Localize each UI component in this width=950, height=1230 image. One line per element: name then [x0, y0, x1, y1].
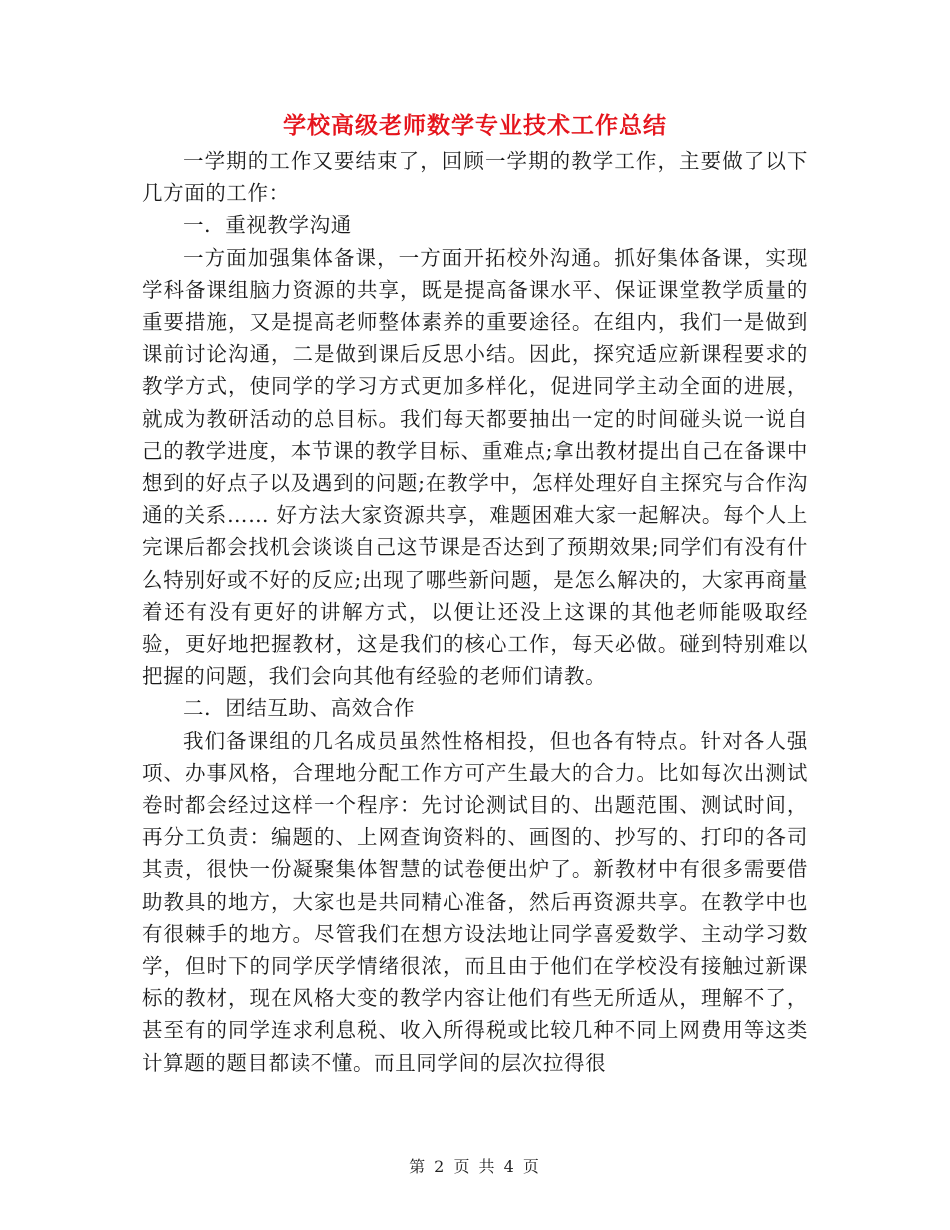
- section-2-paragraph: 我们备课组的几名成员虽然性格相投，但也各有特点。针对各人强项、办事风格，合理地分配工作方可产生最大的合力。比如每次出测试卷时都会经过这样一个程序：先讨论测试目的、出题范围、测试时间，再分工负责：编题的、上网查询资料的、画图的、抄写的、打印的各司其责，很快一份凝聚集体智慧的试卷便出炉了。新教材中有很多需要借助教具的地方，大家也是共同精心准备，然后再资源共享。在教学中也有很棘手的地方。尽管我们在想方设法地让同学喜爱数学、主动学习数学，但时下的同学厌学情绪很浓，而且由于他们在学校没有接触过新课标的教材，现在风格大变的教学内容让他们有些无所适从，理解不了，甚至有的同学连求利息税、收入所得税或比较几种不同上网费用等这类计算题的题目都读不懂。而且同学间的层次拉得很: [142, 728, 808, 1075]
- section-heading-1: 一．重视教学沟通: [183, 213, 352, 238]
- intro-paragraph: 一学期的工作又要结束了，回顾一学期的教学工作，主要做了以下几方面的工作：: [142, 149, 808, 206]
- page-number-footer: 第 2 页 共 4 页: [409, 1157, 541, 1176]
- section-1-paragraph: 一方面加强集体备课，一方面开拓校外沟通。抓好集体备课，实现学科备课组脑力资源的共享，既是提高备课水平、保证课堂教学质量的重要措施，又是提高老师整体素养的重要途径。在组内，我们一是做到课前讨论沟通，二是做到课后反思小结。因此，探究适应新课程要求的教学方式，使同学的学习方式更加多样化，促进同学主动全面的进展，就成为教研活动的总目标。我们每天都要抽出一定的时间碰头说一说自己的教学进度，本节课的教学目标、重难点;拿出教材提出自己在备课中想到的好点子以及遇到的问题;在教学中，怎样处理好自主探究与合作沟通的关系…… 好方法大家资源共享，难题困难大家一起解决。每个人上完课后都会找机会谈谈自己这节课是否达到了预期效果;同学们有没有什么特别好或不好的反应;出现了哪些新问题，是怎么解决的，大家再商量着还有没有更好的讲解方式，以便让还没上这课的其他老师能吸取经验，更好地把握教材，这是我们的核心工作，每天必做。碰到特别难以把握的问题，我们会向其他有经验的老师们请教。: [142, 245, 808, 689]
- document-body: [142, 145, 808, 1079]
- document-title: 学校高级老师数学专业技术工作总结: [283, 113, 667, 139]
- section-heading-2: 二．团结互助、高效合作: [183, 696, 416, 721]
